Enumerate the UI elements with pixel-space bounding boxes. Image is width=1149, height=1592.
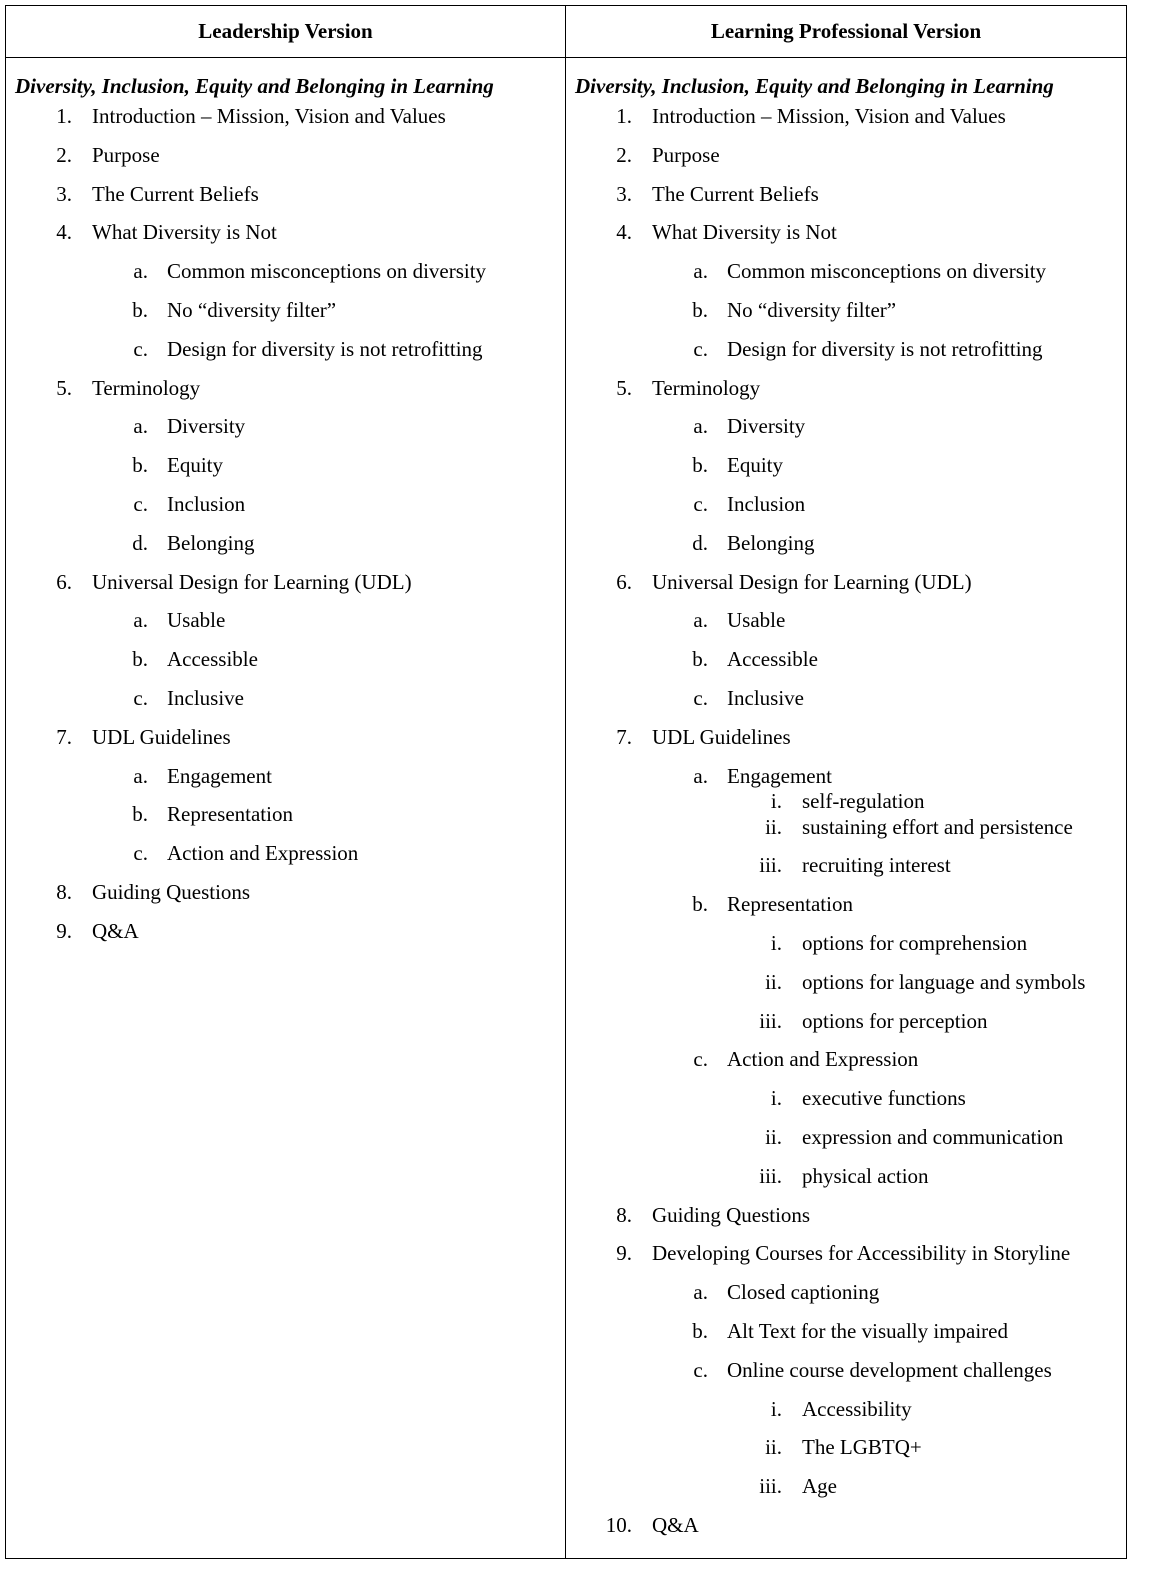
outline-item [566, 1160, 1126, 1199]
outline-item [6, 294, 565, 333]
outline-item [566, 1354, 1126, 1393]
outline-item-number: b. [132, 802, 148, 827]
outline-item-number: b. [692, 453, 708, 478]
outline-item-text: Diversity [167, 414, 246, 439]
leadership-outline-title: Diversity, Inclusion, Equity and Belonging in Learning [15, 74, 494, 98]
outline-item-number: 9. [616, 1241, 632, 1266]
outline-item [6, 139, 565, 178]
outline-item [566, 1043, 1126, 1082]
outline-item-number: iii. [759, 1163, 782, 1188]
outline-item [566, 566, 1126, 605]
outline-item-number: iii. [759, 1008, 782, 1033]
outline-item-text: No “diversity filter” [167, 297, 337, 322]
outline-item-text: Online course development challenges [727, 1357, 1052, 1382]
outline-item-number: c. [133, 491, 148, 516]
outline-item [566, 255, 1126, 294]
outline-item-text: Q&A [652, 1512, 699, 1537]
outline-item-text: Guiding Questions [92, 879, 251, 904]
content-row [6, 58, 1127, 1559]
outline-item-number: d. [132, 530, 148, 555]
outline-item-number: 9. [56, 918, 72, 943]
outline-item [566, 333, 1126, 372]
outline-item-text: UDL Guidelines [652, 724, 791, 749]
outline-item [566, 139, 1126, 178]
outline-item-number: c. [693, 336, 708, 361]
outline-item [566, 811, 1126, 850]
outline-item-number: d. [692, 530, 708, 555]
outline-item-text: Action and Expression [167, 841, 359, 866]
outline-item-text: Inclusion [727, 491, 806, 516]
outline-item-number: 6. [56, 569, 72, 594]
outline-item-number: a. [693, 414, 708, 439]
outline-item-text: Accessibility [802, 1396, 912, 1421]
learning-professional-outline-title: Diversity, Inclusion, Equity and Belonging in Learning [575, 74, 1054, 98]
outline-item [6, 100, 565, 139]
outline-item-text: Belonging [167, 530, 255, 555]
outline-item [566, 100, 1126, 139]
outline-item [566, 1199, 1126, 1238]
outline-item-text: Accessible [167, 647, 258, 672]
outline-item-text: Common misconceptions on diversity [167, 259, 487, 284]
outline-item-number: a. [133, 608, 148, 633]
outline-item-number: c. [133, 841, 148, 866]
outline-item-text: The Current Beliefs [92, 181, 259, 206]
outline-item [566, 527, 1126, 566]
outline-item-number: a. [693, 763, 708, 788]
outline-item-text: Terminology [92, 375, 201, 400]
outline-item-number: b. [692, 892, 708, 917]
outline-item [566, 721, 1126, 760]
outline-item-text: Action and Expression [727, 1047, 919, 1072]
outline-item [566, 1121, 1126, 1160]
outline-item-text: options for perception [802, 1008, 988, 1033]
outline-item-number: i. [770, 1086, 782, 1111]
outline-item [566, 643, 1126, 682]
outline-item-number: 4. [56, 220, 72, 245]
outline-item-number: 8. [56, 879, 72, 904]
outline-item-text: Inclusive [167, 685, 244, 710]
outline-item [6, 682, 565, 721]
outline-item-text: Inclusive [727, 685, 804, 710]
outline-item-text: Inclusion [167, 491, 246, 516]
outline-item [566, 760, 1126, 786]
outline-item-number: 6. [616, 569, 632, 594]
outline-item [6, 527, 565, 566]
outline-item [6, 915, 565, 954]
outline-item-text: Closed captioning [727, 1280, 880, 1305]
outline-item-text: UDL Guidelines [92, 724, 231, 749]
outline-item-text: physical action [802, 1163, 929, 1188]
outline-item [566, 1276, 1126, 1315]
outline-item-number: c. [133, 336, 148, 361]
outline-item-text: Developing Courses for Accessibility in Storyline [652, 1241, 1071, 1266]
outline-item-number: 3. [56, 181, 72, 206]
outline-item-text: executive functions [802, 1086, 966, 1111]
outline-item-number: c. [693, 491, 708, 516]
outline-item-text: options for comprehension [802, 930, 1028, 955]
leadership-outline-list [6, 100, 565, 954]
outline-item [6, 566, 565, 605]
outline-item [566, 785, 1126, 814]
outline-item [566, 966, 1126, 1005]
header-leadership-version: Leadership Version [6, 6, 566, 58]
outline-item-number: ii. [765, 1124, 782, 1149]
outline-item-text: Usable [727, 608, 786, 633]
outline-item-number: 2. [56, 142, 72, 167]
outline-item-number: c. [133, 685, 148, 710]
header-learning-professional-version: Learning Professional Version [566, 6, 1127, 58]
outline-item-number: c. [693, 1047, 708, 1072]
outline-item [6, 372, 565, 411]
learning-professional-column [566, 58, 1127, 1559]
outline-item [6, 333, 565, 372]
outline-item-number: 3. [616, 181, 632, 206]
outline-item-number: b. [692, 297, 708, 322]
outline-item-number: 7. [56, 724, 72, 749]
outline-item-number: 1. [616, 104, 632, 128]
outline-item [6, 178, 565, 217]
outline-item-number: a. [133, 763, 148, 788]
outline-item-text: sustaining effort and persistence [802, 814, 1073, 839]
outline-item-text: Engagement [167, 763, 272, 788]
outline-item [6, 410, 565, 449]
outline-item-text: Usable [167, 608, 226, 633]
outline-item-number: 2. [616, 142, 632, 167]
outline-item [6, 216, 565, 255]
leadership-column [6, 58, 566, 1559]
outline-item [6, 760, 565, 799]
outline-item-text: What Diversity is Not [92, 220, 277, 245]
outline-item [566, 178, 1126, 217]
outline-item [566, 410, 1126, 449]
outline-item-text: Terminology [652, 375, 761, 400]
outline-item-text: Equity [167, 453, 223, 478]
outline-item [566, 216, 1126, 255]
outline-item-text: Introduction – Mission, Vision and Values [652, 104, 1006, 128]
outline-item-text: Age [802, 1474, 837, 1499]
outline-item-text: The LGBTQ+ [802, 1435, 922, 1460]
outline-item-number: iii. [759, 1474, 782, 1499]
outline-item-number: ii. [765, 969, 782, 994]
outline-item-text: Design for diversity is not retrofitting [727, 336, 1043, 361]
outline-item [6, 643, 565, 682]
outline-item-number: 4. [616, 220, 632, 245]
outline-item [566, 1082, 1126, 1121]
outline-item-number: b. [132, 453, 148, 478]
outline-item-number: ii. [765, 814, 782, 839]
outline-item-text: Equity [727, 453, 783, 478]
outline-item-text: Guiding Questions [652, 1202, 811, 1227]
outline-item [6, 604, 565, 643]
outline-item [566, 1315, 1126, 1354]
outline-item-text: No “diversity filter” [727, 297, 897, 322]
outline-item-number: c. [693, 685, 708, 710]
outline-item [566, 449, 1126, 488]
outline-item-number: 1. [56, 104, 72, 128]
outline-item-text: options for language and symbols [802, 969, 1086, 994]
learning-professional-outline-list [566, 100, 1126, 1548]
outline-item-text: self-regulation [802, 789, 925, 814]
outline-item-number: i. [770, 930, 782, 955]
outline-item-text: Accessible [727, 647, 818, 672]
outline-item-text: The Current Beliefs [652, 181, 819, 206]
outline-item-text: Universal Design for Learning (UDL) [652, 569, 972, 594]
outline-comparison-table [5, 5, 1127, 1559]
outline-item-text: Representation [727, 892, 853, 917]
outline-item [566, 1237, 1126, 1276]
outline-item-text: Purpose [652, 142, 720, 167]
outline-item-text: Engagement [727, 763, 832, 788]
outline-item [566, 849, 1126, 888]
outline-item-number: b. [132, 297, 148, 322]
outline-item-number: 7. [616, 724, 632, 749]
outline-item-text: Belonging [727, 530, 815, 555]
outline-item-number: b. [132, 647, 148, 672]
outline-item [566, 604, 1126, 643]
outline-item-number: ii. [765, 1435, 782, 1460]
outline-item-number: b. [692, 1318, 708, 1343]
outline-item [566, 488, 1126, 527]
outline-item-number: a. [133, 259, 148, 284]
outline-item-text: Representation [167, 802, 293, 827]
outline-item [566, 1393, 1126, 1432]
outline-item-text: Q&A [92, 918, 139, 943]
outline-item [566, 888, 1126, 927]
outline-item-number: 8. [616, 1202, 632, 1227]
outline-item [6, 837, 565, 876]
outline-item-number: a. [693, 608, 708, 633]
outline-item-number: c. [693, 1357, 708, 1382]
outline-item [566, 682, 1126, 721]
outline-item-text: Alt Text for the visually impaired [727, 1318, 1008, 1343]
outline-item-text: recruiting interest [802, 853, 951, 878]
outline-item [566, 927, 1126, 966]
outline-item [566, 294, 1126, 333]
outline-item [6, 488, 565, 527]
outline-item-number: b. [692, 647, 708, 672]
outline-item [6, 255, 565, 294]
outline-item-number: a. [133, 414, 148, 439]
outline-item-text: Diversity [727, 414, 806, 439]
outline-item [6, 876, 565, 915]
outline-item [566, 372, 1126, 411]
outline-item [566, 1509, 1126, 1548]
outline-item-number: 10. [605, 1512, 632, 1537]
outline-item-text: Universal Design for Learning (UDL) [92, 569, 412, 594]
outline-item [566, 1470, 1126, 1509]
outline-item-number: a. [693, 1280, 708, 1305]
outline-item [566, 1431, 1126, 1470]
outline-item-text: expression and communication [802, 1124, 1064, 1149]
header-row [6, 6, 1127, 58]
outline-item-text: Design for diversity is not retrofitting [167, 336, 483, 361]
outline-item [566, 1005, 1126, 1044]
outline-item [6, 449, 565, 488]
outline-item-number: i. [770, 789, 782, 814]
outline-item-number: 5. [616, 375, 632, 400]
outline-item-number: 5. [56, 375, 72, 400]
outline-item-number: iii. [759, 853, 782, 878]
outline-item [6, 798, 565, 837]
outline-item-text: Purpose [92, 142, 160, 167]
outline-item-number: i. [770, 1396, 782, 1421]
outline-item-text: Common misconceptions on diversity [727, 259, 1047, 284]
outline-item-text: Introduction – Mission, Vision and Values [92, 104, 446, 128]
outline-item-text: What Diversity is Not [652, 220, 837, 245]
outline-item-number: a. [693, 259, 708, 284]
outline-item [6, 721, 565, 760]
